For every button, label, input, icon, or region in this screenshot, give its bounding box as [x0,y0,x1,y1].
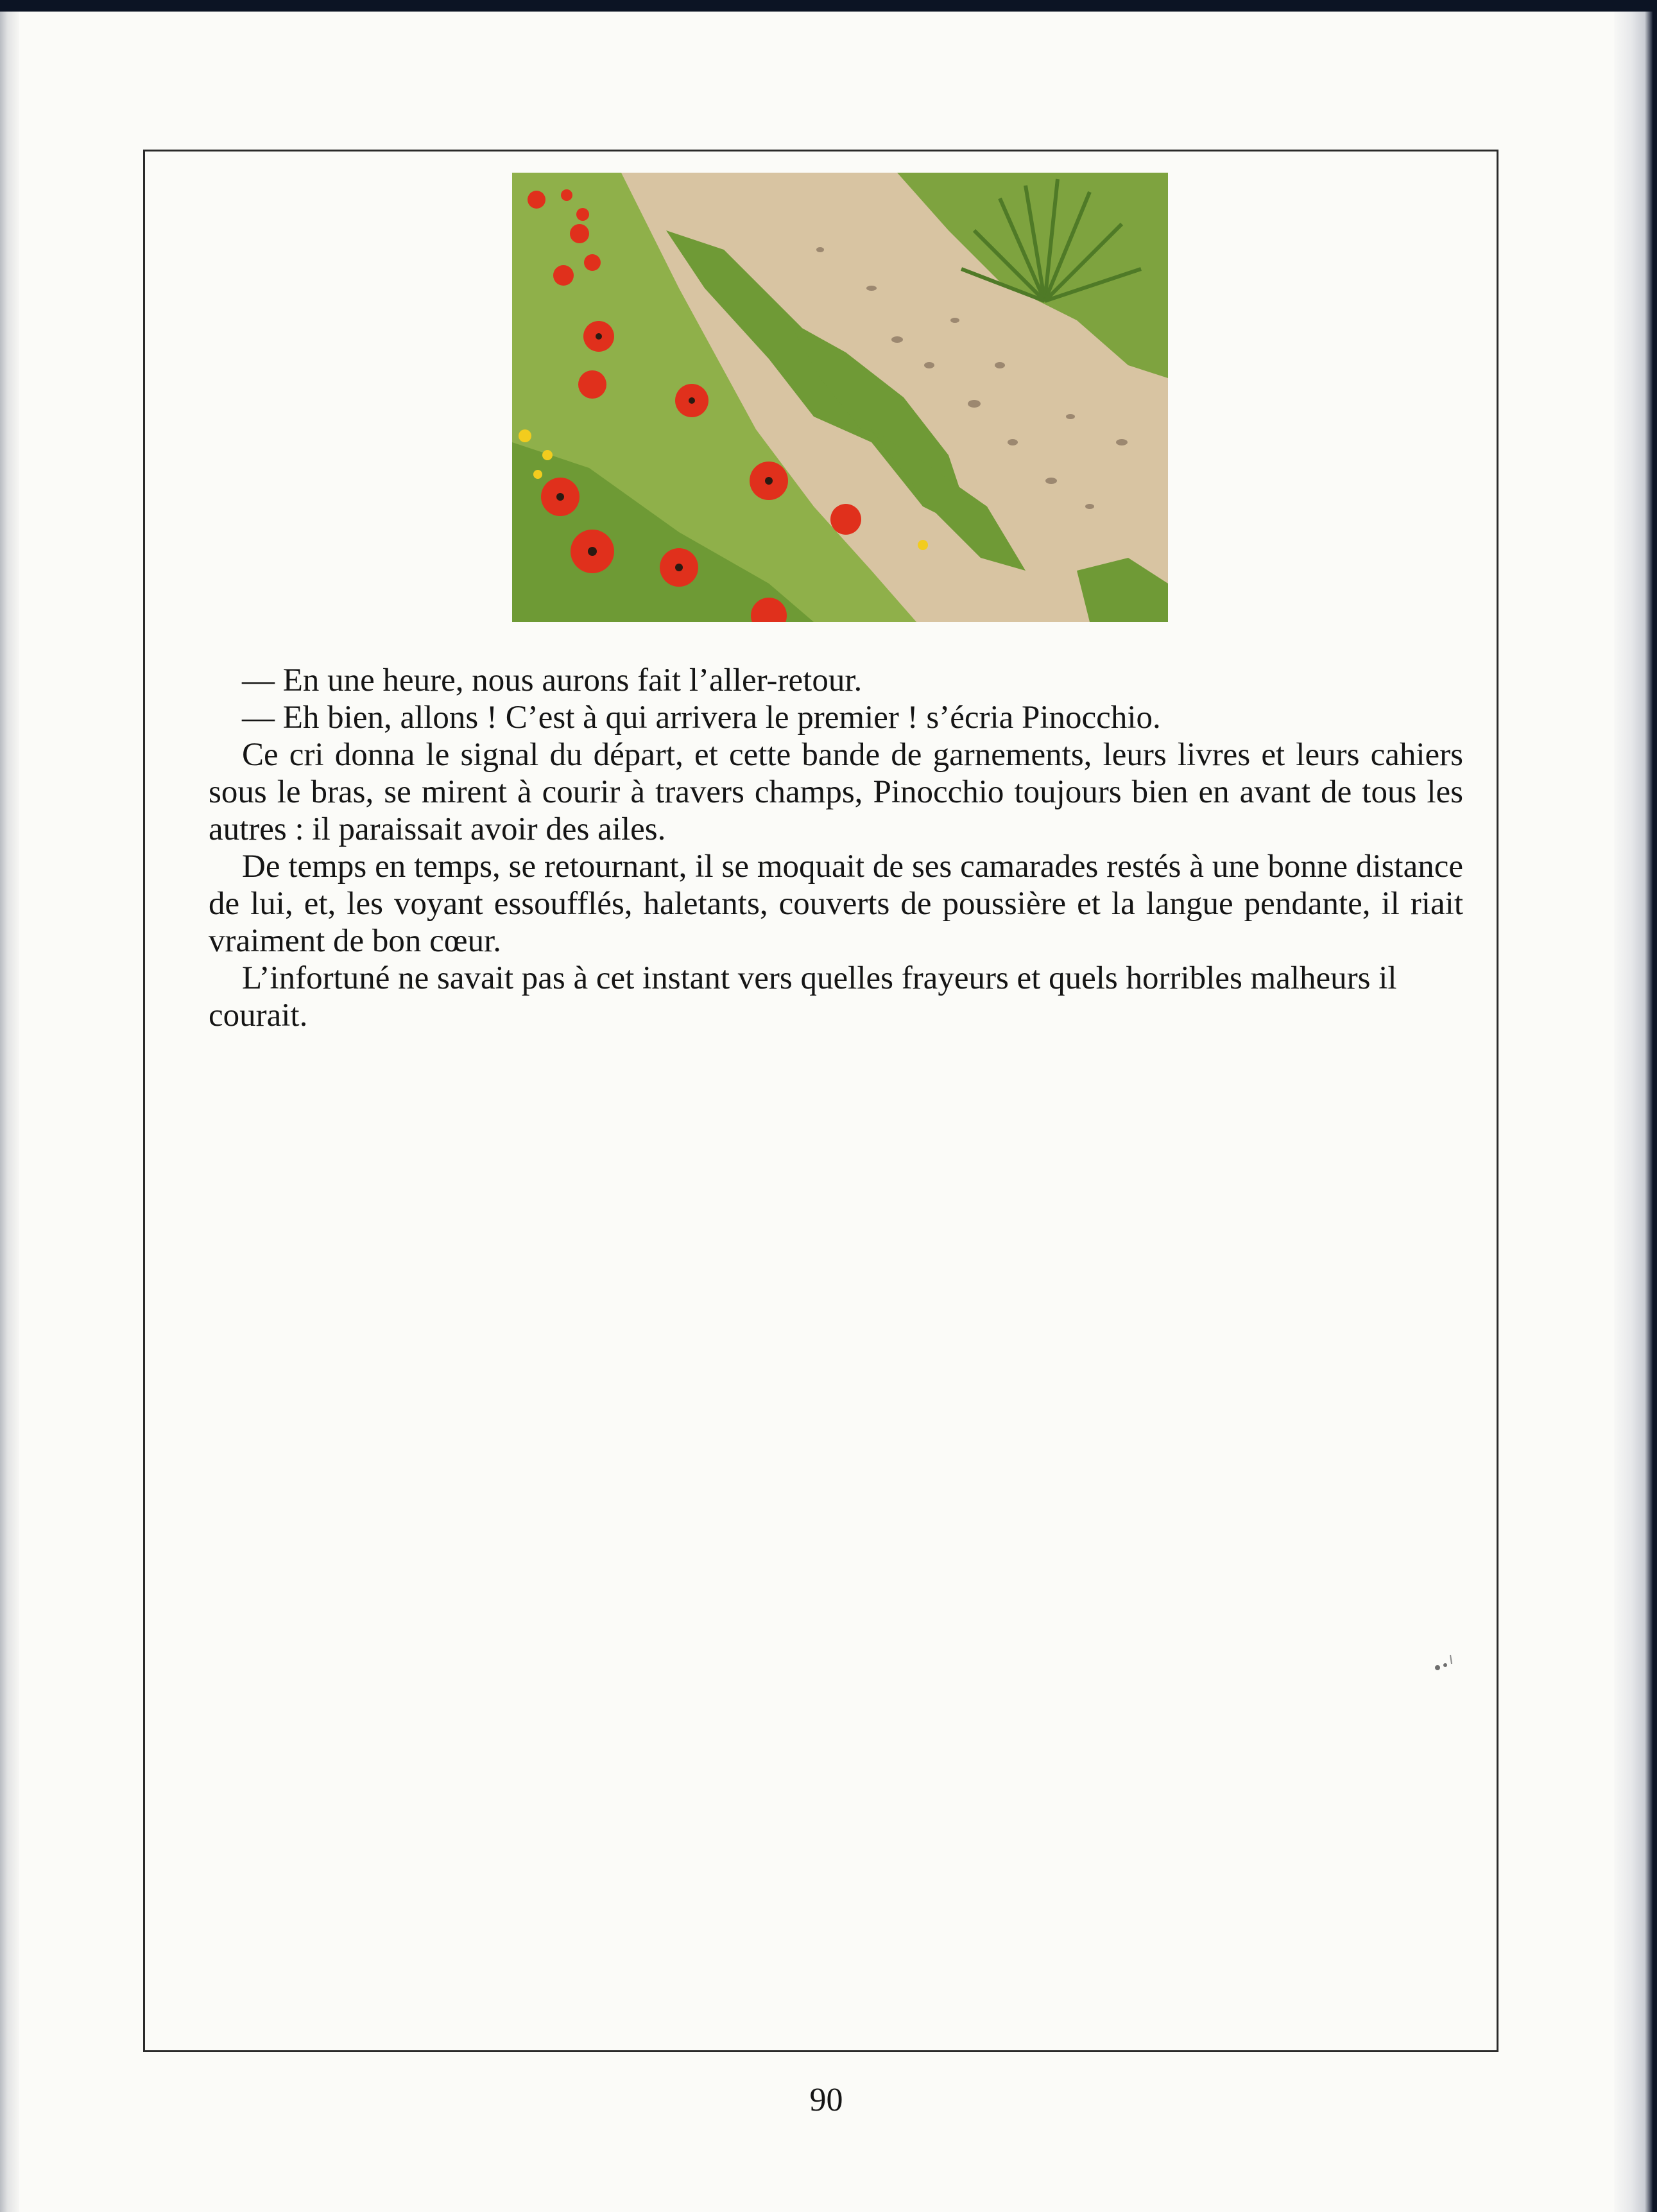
paragraph-dialogue-1: — En une heure, nous aurons fait l’aller-retour. [242,662,863,698]
illustration-drawing [512,173,1168,622]
paper-speck-mark [1426,1642,1464,1681]
poppy-field-illustration [512,173,1168,622]
paragraph-narration-1: Ce cri donna le signal du départ, et cette bande de garnements, leurs livres et leurs cahiers sous le bras, se mirent à courir à travers champs, Pinocchio toujours bien en avant de tous les autres : il paraissait avoir des ailes. [209,737,1463,847]
paragraph-narration-2: De temps en temps, se retournant, il se moquait de ses camarades restés à une bonne distance de lui, et, les voyant essoufflés, haletants, couverts de poussière et la langue pendante, il riait vraiment de bon cœur. [209,849,1463,959]
page-outer-edge [1614,12,1653,2212]
book-page [0,12,1653,2212]
page-number: 90 [809,2082,843,2118]
story-text [209,662,1463,1034]
page-spine-edge [0,12,19,2212]
paragraph-narration-3: L’infortuné ne savait pas à cet instant vers quelles frayeurs et quels horribles malheurs il courait. [209,960,1397,1033]
paragraph-dialogue-2: — Eh bien, allons ! C’est à qui arrivera le premier ! s’écria Pinocchio. [242,700,1161,736]
